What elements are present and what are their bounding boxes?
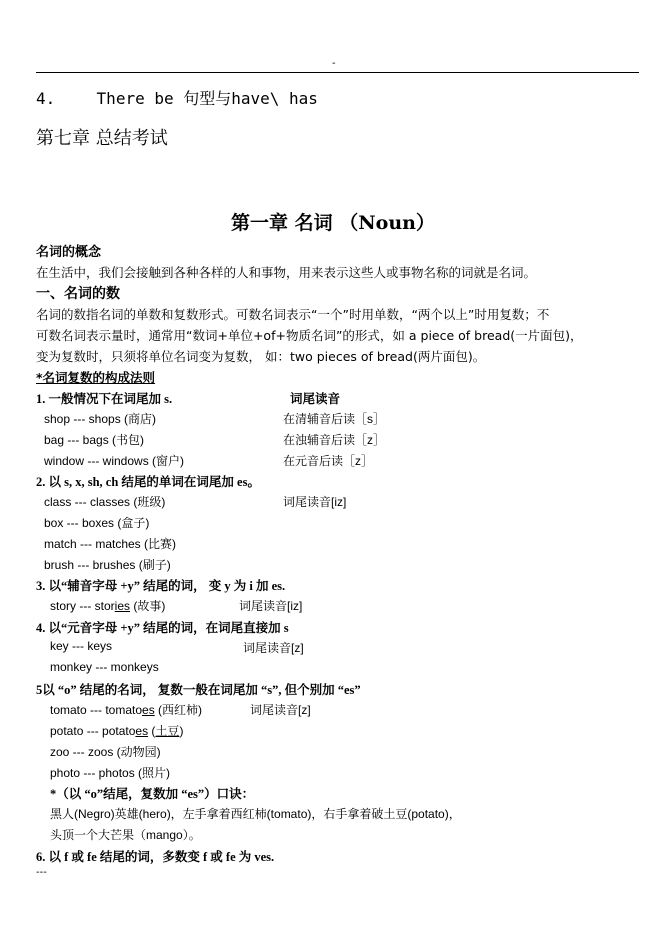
rule-5-example-1-suffix: es [142, 703, 155, 717]
rule-1-example-1-note: 在清辅音后读［s］ [283, 412, 386, 426]
rule-6-title: 6. 以 f 或 fe 结尾的词，多数变 f 或 fe 为 ves. [36, 850, 275, 864]
section-heading: 一、名词的数 [36, 286, 120, 302]
rule-1-title: 1. 一般情况下在词尾加 s. [36, 392, 173, 406]
rule-5-example-2 [50, 722, 183, 739]
rule-4-example-1-note: 词尾读音[z] [243, 641, 304, 655]
toc-item-7: 第七章 总结考试 [36, 128, 168, 149]
rule-5-mnemonic-line-1: 黑人(Negro)英雄(hero)，左手拿着西红柿(tomato)，右手拿着破土豆(potato)， [50, 807, 461, 821]
footer-mark: --- [36, 867, 47, 878]
rule-5-example-1-meaning: (西红柿) [154, 703, 203, 717]
rule-5-example-2-meaning: 土豆 [155, 724, 180, 738]
rule-3-example-1-base: story --- stor [50, 599, 115, 613]
section-para-line1: 名词的数指名词的单数和复数形式。可数名词表示“一个”时用单数，“两个以上”时用复数；不 [36, 307, 550, 322]
rule-3-example-1-suffix: ies [114, 599, 131, 613]
rule-1-example-3: window --- windows (窗户) [44, 454, 185, 468]
rule-4-title: 4. 以“元音字母 +y” 结尾的词，在词尾直接加 s [36, 621, 289, 635]
rule-2-example-1-note: 词尾读音[iz] [283, 495, 347, 509]
rule-4-example-1: key --- keys [50, 639, 113, 653]
concept-heading: 名词的概念 [36, 245, 102, 260]
rule-1-example-2-note: 在浊辅音后读［z］ [283, 433, 386, 447]
concept-text: 在生活中，我们会接触到各种各样的人和事物，用来表示这些人或事物名称的词就是名词。 [36, 265, 537, 280]
rule-4-example-2: monkey --- monkeys [50, 660, 159, 674]
section-para-line2: 可数名词表示量时，通常用“数词+单位+of+物质名词”的形式，如 a piece of bread(一片面包)， [36, 328, 583, 343]
rule-2-title: 2. 以 s, x, sh, ch 结尾的单词在词尾加 es。 [36, 475, 260, 489]
rule-5-example-1-base: tomato --- tomato [50, 703, 143, 717]
rule-5-example-4: photo --- photos (照片) [50, 766, 171, 780]
header-rule [36, 72, 639, 73]
rule-5-example-2-open: ( [148, 724, 156, 738]
section-para-line3: 变为复数时，只须将单位名词变为复数， 如：two pieces of bread(两片面包)。 [36, 349, 486, 364]
rule-3-example-1-note: 词尾读音[iz] [239, 599, 303, 613]
toc-item-4 [36, 86, 318, 109]
rule-1-example-1: shop --- shops (商店) [44, 412, 157, 426]
rule-5-example-1 [50, 701, 202, 718]
rule-2-example-1: class --- classes (班级) [44, 495, 166, 509]
rule-5-example-3: zoo --- zoos (动物园) [50, 745, 161, 759]
rule-5-mnemonic-line-2: 头顶一个大芒果（mango）。 [50, 828, 201, 842]
toc-item-4-text: There be 句型与have\ has [96, 89, 318, 108]
rule-5-title: 5以 “o” 结尾的名词， 复数一般在词尾加 “s”, 但个别加 “es” [36, 683, 361, 697]
header-mark: - [332, 58, 336, 69]
rule-5-example-2-suffix: es [135, 724, 149, 738]
rule-2-example-2: box --- boxes (盒子) [44, 516, 150, 530]
rule-3-example-1-meaning: (故事) [130, 599, 166, 613]
rule-5-mnemonic-title: *（以 “o”结尾，复数加 “es”）口诀： [50, 787, 255, 801]
rule-3-title: 3. 以“辅音字母 +y” 结尾的词， 变 y 为 i 加 es. [36, 579, 286, 593]
rule-1-example-3-note: 在元音后读［z］ [283, 454, 374, 468]
rule-5-example-2-base: potato --- potato [50, 724, 136, 738]
rule-2-example-3: match --- matches (比赛) [44, 537, 177, 551]
toc-item-4-number: 4. [36, 89, 56, 108]
chapter-title: 第一章 名词 （Noun） [231, 212, 435, 234]
rule-5-example-1-note: 词尾读音[z] [250, 703, 311, 717]
rule-5-example-2-close: ) [179, 724, 184, 738]
rule-1-example-2: bag --- bags (书包) [44, 433, 145, 447]
rule-3-example-1 [50, 597, 165, 614]
rules-heading: *名词复数的构成法则 [36, 370, 156, 385]
rule-1-pron-title: 词尾读音 [290, 391, 341, 406]
rule-2-example-4: brush --- brushes (刷子) [44, 558, 171, 572]
